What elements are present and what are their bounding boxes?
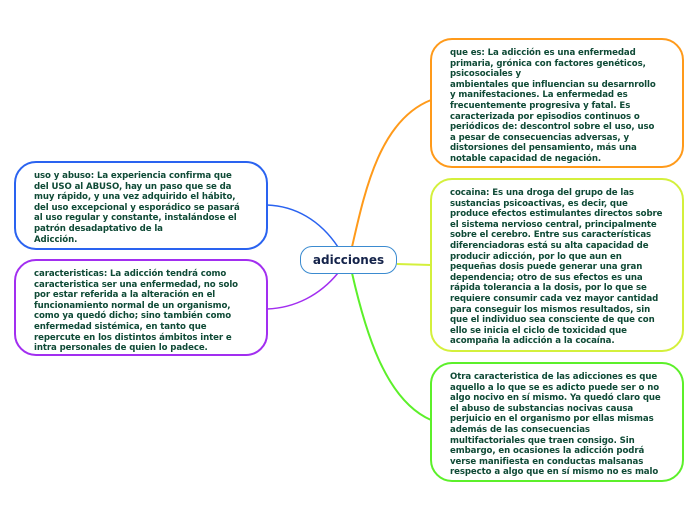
node-cocaina[interactable] [430,178,684,352]
node-que-es-text: que es: La adicción es una enfermedad primaria, grónica con factores genéticos, psicosociales y ambientales que influencian su desarnrollo y manifestaciones. La enfermedad es frecuentemente progresiva y fatal. Es caracterizada por episodios continuos o periódicos de: descontrol sobre el uso, uso a pesar de consecuencias adversas, y distorsiones del pensamiento, más una notable capacidad de negación. [450,48,656,164]
node-otra-caracteristica[interactable] [430,362,684,482]
node-uso-abuso[interactable] [14,161,268,250]
central-topic-label: adicciones [312,253,385,267]
connector-cocaina [397,264,431,265]
connector-uso-abuso [267,205,338,247]
node-otra-text: Otra caracteristica de las adicciones es que aquello a lo que se es adicto puede ser o no algo nocivo en sí mismo. Ya quedó claro que el abuso de substancias nocivas causa perjuicio en el organismo por ellas mismas además de las consecuencias multifactoriales que traen consigo. Sin embargo, en ocasiones la adicción podrá verse manifiesta en conductas malsanas respecto a algo que en sí mismo no es malo [450,372,661,478]
node-caracteristicas-text: caracteristicas: La adicción tendrá como caracteristica ser una enfermedad, no solo por estar referida a la alteración en el funcionamiento normal de un organismo, como ya quedó dicho; sino también como enfermedad sistémica, en tanto que repercute en los distintos ámbitos inter e intra personales de quien lo padece. [34,269,238,354]
node-uso-abuso-text: uso y abuso: La experiencia confirma que del USO al ABUSO, hay un paso que se da muy rápido, y una vez adquirido el hábito, del uso excepcional y esporádico se pasará al uso regular y constante, instalándose el patrón desadaptativo de la Adicción. [34,171,240,245]
node-caracteristicas[interactable] [14,259,268,356]
connector-caracteristicas [267,273,338,309]
central-topic[interactable] [300,246,397,274]
node-que-es[interactable] [430,38,684,168]
connector-que-es [352,100,431,247]
node-cocaina-text: cocaina: Es una droga del grupo de las sustancias psicoactivas, es decir, que produce efectos estimulantes directos sobre el sistema nervioso central, principalmente sobre el cerebro. Entre sus características diferenciadoras está su alta capacidad de producir adicción, por lo que aun en pequeñas dosis puede generar una gran dependencia; otro de sus efectos es una rápida tolerancia a la dosis, por lo que se requiere consumir cada vez mayor cantidad para conseguir los mismos resultados, sin que el individuo sea consciente de que con ello se inicia el ciclo de toxicidad que acompaña la adicción a la cocaína. [450,188,663,347]
connector-otra [352,273,431,420]
